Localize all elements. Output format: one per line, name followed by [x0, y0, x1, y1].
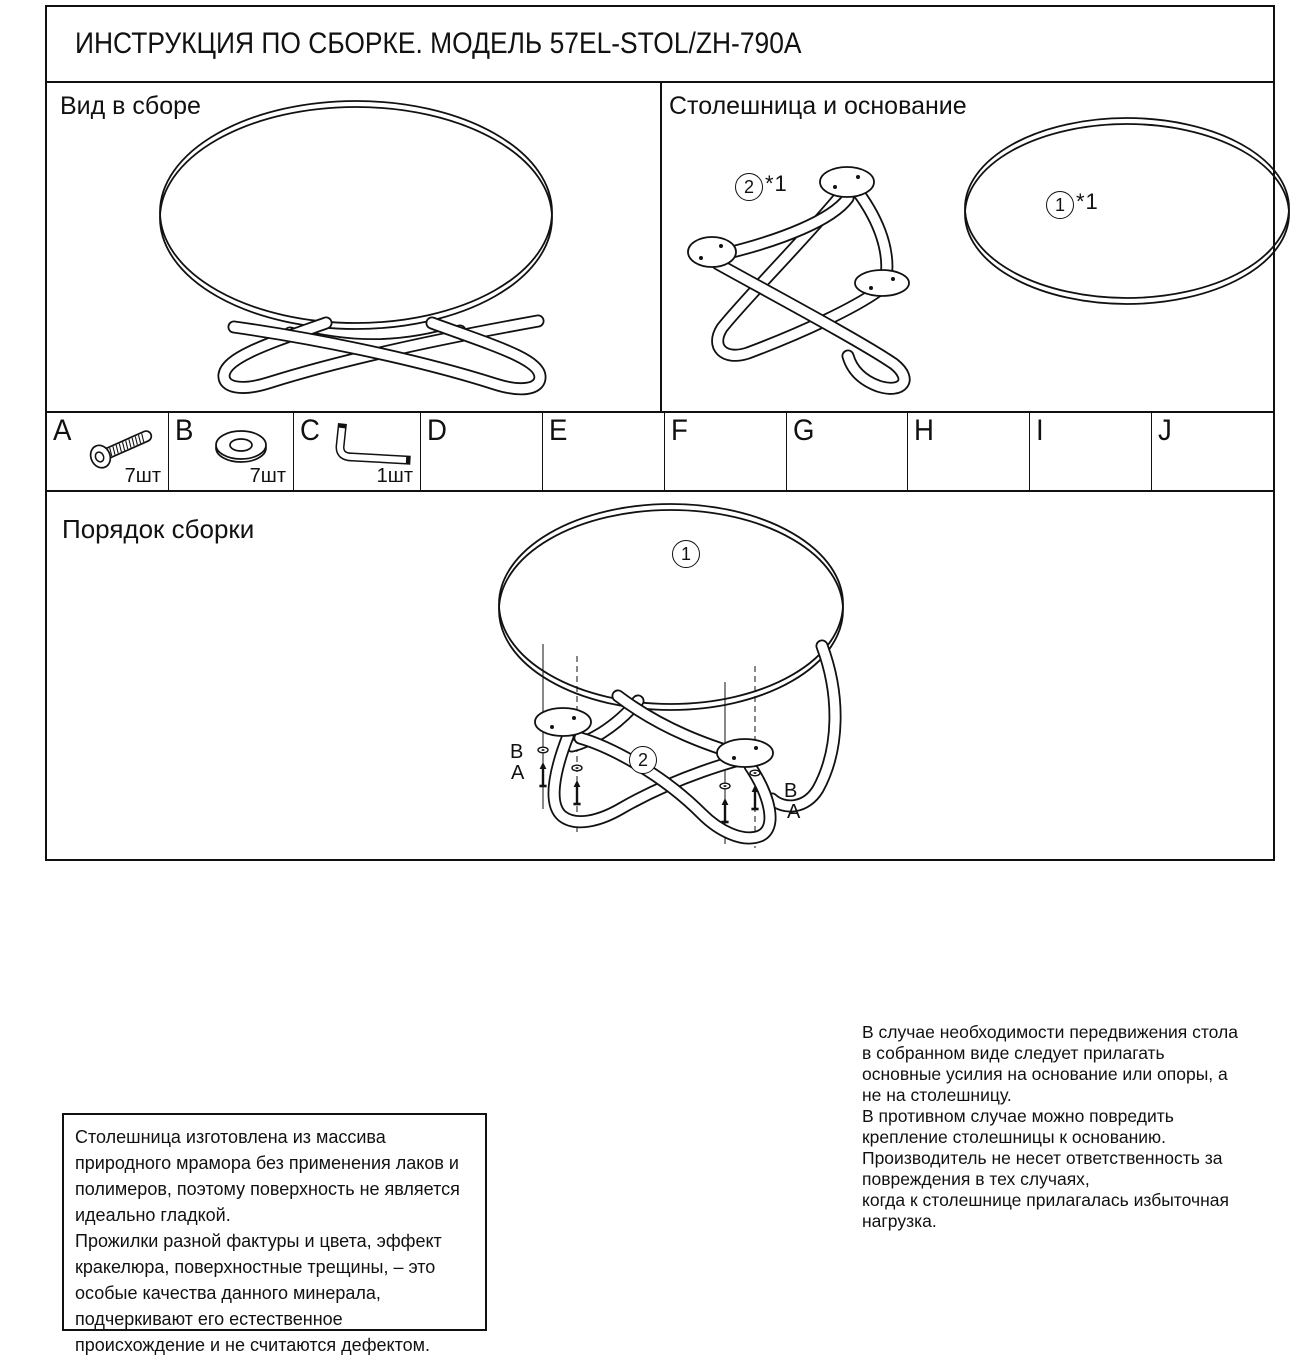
hardware-key: J: [1158, 414, 1172, 447]
hardware-cell-a: [47, 413, 169, 490]
page-title: ИНСТРУКЦИЯ ПО СБОРКЕ. МОДЕЛЬ 57EL-STOL/ZH-790A: [75, 27, 802, 60]
assembly-section: [47, 492, 1273, 1355]
tabletop-drawing: [959, 111, 1295, 307]
hardware-key: D: [427, 414, 447, 447]
fastener-label-b: B: [784, 780, 798, 802]
sheet-frame: [45, 5, 1275, 1355]
hardware-cell-h: [908, 413, 1030, 490]
tabletop-multiplier: *1: [1076, 189, 1099, 214]
hardware-cell-i: [1030, 413, 1152, 490]
hardware-cell-b: [169, 413, 294, 490]
hardware-key: C: [300, 414, 320, 447]
base-drawing: [672, 128, 934, 420]
tabletop-number-badge: 1: [672, 540, 700, 568]
hardware-qty: 7шт: [124, 465, 161, 487]
marble-note-box: [62, 1113, 487, 1355]
tabletop-callout: [1046, 191, 1099, 219]
assembled-table-drawing: [140, 95, 620, 407]
washer-bolt-marker: [538, 747, 548, 786]
washer-icon: [209, 425, 273, 469]
hardware-cell-j: [1152, 413, 1273, 490]
hardware-cell-g: [787, 413, 909, 490]
hardware-cell-c: [294, 413, 421, 490]
hex-key-icon: [328, 421, 414, 469]
fastener-label-a: A: [787, 801, 801, 823]
hardware-key: H: [914, 414, 935, 447]
components-label: Столешница и основание: [669, 92, 967, 120]
washer-bolt-marker: [572, 765, 582, 804]
hardware-key: I: [1036, 414, 1044, 447]
hardware-key: F: [670, 414, 688, 447]
hardware-cell-f: [665, 413, 787, 490]
hardware-row: [47, 413, 1273, 492]
hardware-key: E: [548, 414, 568, 447]
hardware-cell-e: [543, 413, 665, 490]
assembly-section-label: Порядок сборки: [62, 514, 255, 544]
washer-bolt-marker: [720, 783, 730, 822]
assembled-view-label: Вид в сборе: [60, 92, 201, 120]
base-multiplier: *1: [765, 171, 788, 196]
assembled-view-panel: [47, 83, 662, 411]
panels-row: [47, 83, 1273, 413]
marble-note-text: Столешница изготовлена из массива природного мрамора без применения лаков и полимеров, поэтому поверхность не является идеально гладкой. Прожилки разной фактуры и цвета, эффект кракелюра, поверхностные трещины, – это особые качества данного минерала, подчеркивают его естественное происхождение и не считаются дефектом.: [75, 1127, 460, 1355]
fastener-label-a: A: [511, 762, 525, 784]
fastener-label-b: B: [510, 741, 524, 763]
tabletop-number-badge: 1: [1046, 191, 1074, 219]
hardware-key: G: [792, 414, 815, 447]
base-number-badge: 2: [629, 746, 657, 774]
title-row: [47, 7, 1273, 83]
hardware-qty: 1шт: [376, 465, 413, 487]
hardware-qty: 7шт: [249, 465, 286, 487]
hardware-cell-d: [421, 413, 543, 490]
components-panel: [662, 83, 1273, 411]
base-callout: [735, 173, 788, 201]
handling-note-text: В случае необходимости передвижения стола в собранном виде следует прилагать основные усилия на основание или опоры, а не на столешницу. В противном случае можно повредить крепление столешницы к основанию. Производитель не несет ответственность за повреждения в тех случаях, когда к столешнице прилагалась избыточная нагрузка.: [862, 1022, 1238, 1231]
hardware-key: B: [175, 414, 194, 447]
hardware-key: A: [53, 414, 72, 447]
base-number-badge: 2: [735, 173, 763, 201]
